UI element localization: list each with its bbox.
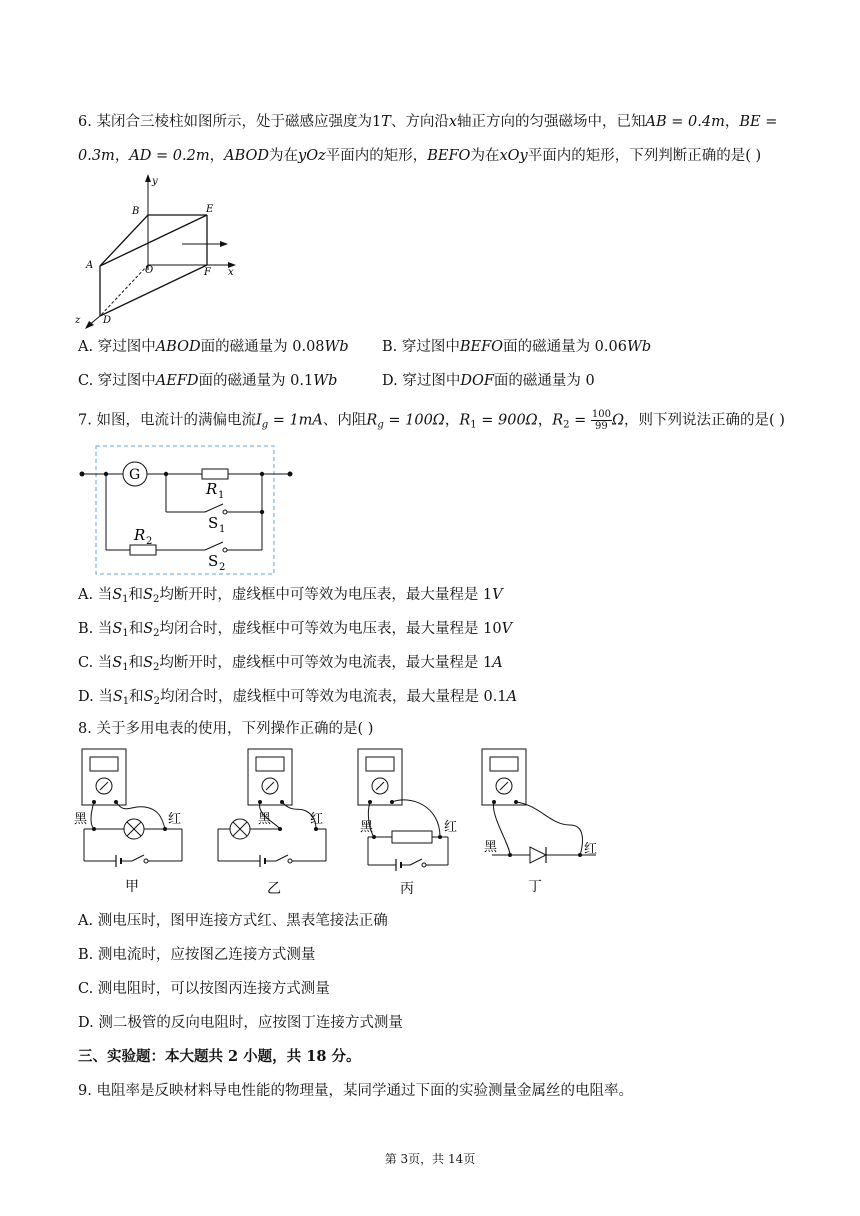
section-heading: 三、实验题：本大题共 2 小题，共 18 分。 — [78, 1048, 361, 1065]
svg-text:2: 2 — [146, 536, 153, 547]
q8-option-b[interactable]: B. 测电流时，应按图乙连接方式测量 — [78, 947, 316, 963]
label-B: B — [132, 206, 140, 217]
q7-option-c[interactable]: C. 当$S_1$和$S_2$均断开时，虚线框中可等效为电流表，最大量程是 1A — [78, 655, 503, 673]
q8-option-d[interactable]: D. 测二极管的反向电阻时，应按图丁连接方式测量 — [78, 1015, 403, 1031]
svg-text:R: R — [206, 480, 218, 498]
svg-text:R: R — [134, 526, 146, 544]
q6-option-a[interactable]: A. 穿过图中ABOD面的磁通量为 0.08Wb — [78, 339, 349, 355]
svg-text:红: 红 — [168, 812, 182, 827]
label-D: D — [103, 315, 112, 326]
q6-line2: 0.3m，AD = 0.2m，ABOD为在yOz平面内的矩形，BEFO为在xOy平面内的矩形，下列判断正确的是( ) — [78, 148, 762, 164]
q7-option-a[interactable]: A. 当$S_1$和$S_2$均断开时，虚线框中可等效为电压表，最大量程是 1V — [78, 587, 503, 605]
label-F: F — [204, 267, 211, 278]
label-y: y — [152, 176, 158, 187]
label-O: O — [145, 265, 154, 276]
q8-option-a[interactable]: A. 测电压时，图甲连接方式红、黑表笔接法正确 — [78, 913, 388, 929]
q8-stem: 8. 关于多用电表的使用，下列操作正确的是( ) — [78, 721, 374, 737]
svg-text:红: 红 — [584, 842, 598, 857]
diagram-yi — [218, 749, 326, 897]
svg-text:黑: 黑 — [74, 812, 88, 827]
label-z: z — [75, 315, 81, 326]
prism-diagram — [70, 170, 250, 330]
galvanometer-circuit — [78, 444, 298, 576]
svg-text:1: 1 — [218, 490, 225, 501]
diagram-bing — [358, 749, 457, 897]
page-footer: 第 3页，共 14页 — [384, 1152, 476, 1166]
q7-option-b[interactable]: B. 当$S_1$和$S_2$均闭合时，虚线框中可等效为电压表，最大量程是 10V — [78, 621, 513, 639]
label-jia: 甲 — [125, 879, 139, 895]
svg-text:2: 2 — [219, 562, 226, 573]
label-A: A — [86, 260, 94, 271]
svg-text:1: 1 — [219, 524, 226, 535]
svg-text:黑: 黑 — [258, 812, 272, 827]
svg-text:红: 红 — [444, 820, 458, 835]
q6-option-b[interactable]: B. 穿过图中BEFO面的磁通量为 0.06Wb — [382, 339, 652, 355]
q9-stem: 9. 电阻率是反映材料导电性能的物理量，某同学通过下面的实验测量金属丝的电阻率。 — [78, 1083, 633, 1099]
label-x: x — [228, 267, 234, 278]
q7-stem: 7. 如图，电流计的满偏电流$I_g = 1mA$、内阻$R_g = 100\Omega$，$R_1 = 900\Omega$，$R_2$ = $\frac{100}{99}$ Ω，则下列说法正确的是( ) — [78, 409, 785, 432]
svg-text:G: G — [129, 467, 141, 483]
svg-text:S: S — [208, 552, 219, 570]
q6-line1: 6. 某闭合三棱柱如图所示，处于磁感应强度为1T、方向沿x轴正方向的匀强磁场中，已知AB = 0.4m，BE = — [78, 114, 778, 130]
diagram-jia — [74, 749, 182, 895]
svg-text:红: 红 — [310, 812, 324, 827]
multimeter-diagrams — [70, 745, 610, 900]
q6-option-c[interactable]: C. 穿过图中AEFD面的磁通量为 0.1Wb — [78, 373, 338, 389]
r2-fraction: $\frac{100}{99}$ — [591, 409, 611, 432]
label-yi: 乙 — [267, 881, 281, 897]
diagram-ding — [482, 749, 597, 895]
label-ding: 丁 — [528, 879, 542, 895]
svg-text:黑: 黑 — [360, 820, 374, 835]
q7-option-d[interactable]: D. 当$S_1$和$S_2$均闭合时，虚线框中可等效为电流表，最大量程是 0.1A — [78, 689, 518, 707]
q8-option-c[interactable]: C. 测电阻时，可以按图丙连接方式测量 — [78, 981, 330, 997]
label-bing: 丙 — [400, 881, 414, 897]
svg-text:S: S — [208, 514, 219, 532]
label-E: E — [206, 204, 214, 215]
q6-option-d[interactable]: D. 穿过图中DOF面的磁通量为 0 — [382, 373, 595, 389]
svg-text:黑: 黑 — [484, 840, 498, 855]
